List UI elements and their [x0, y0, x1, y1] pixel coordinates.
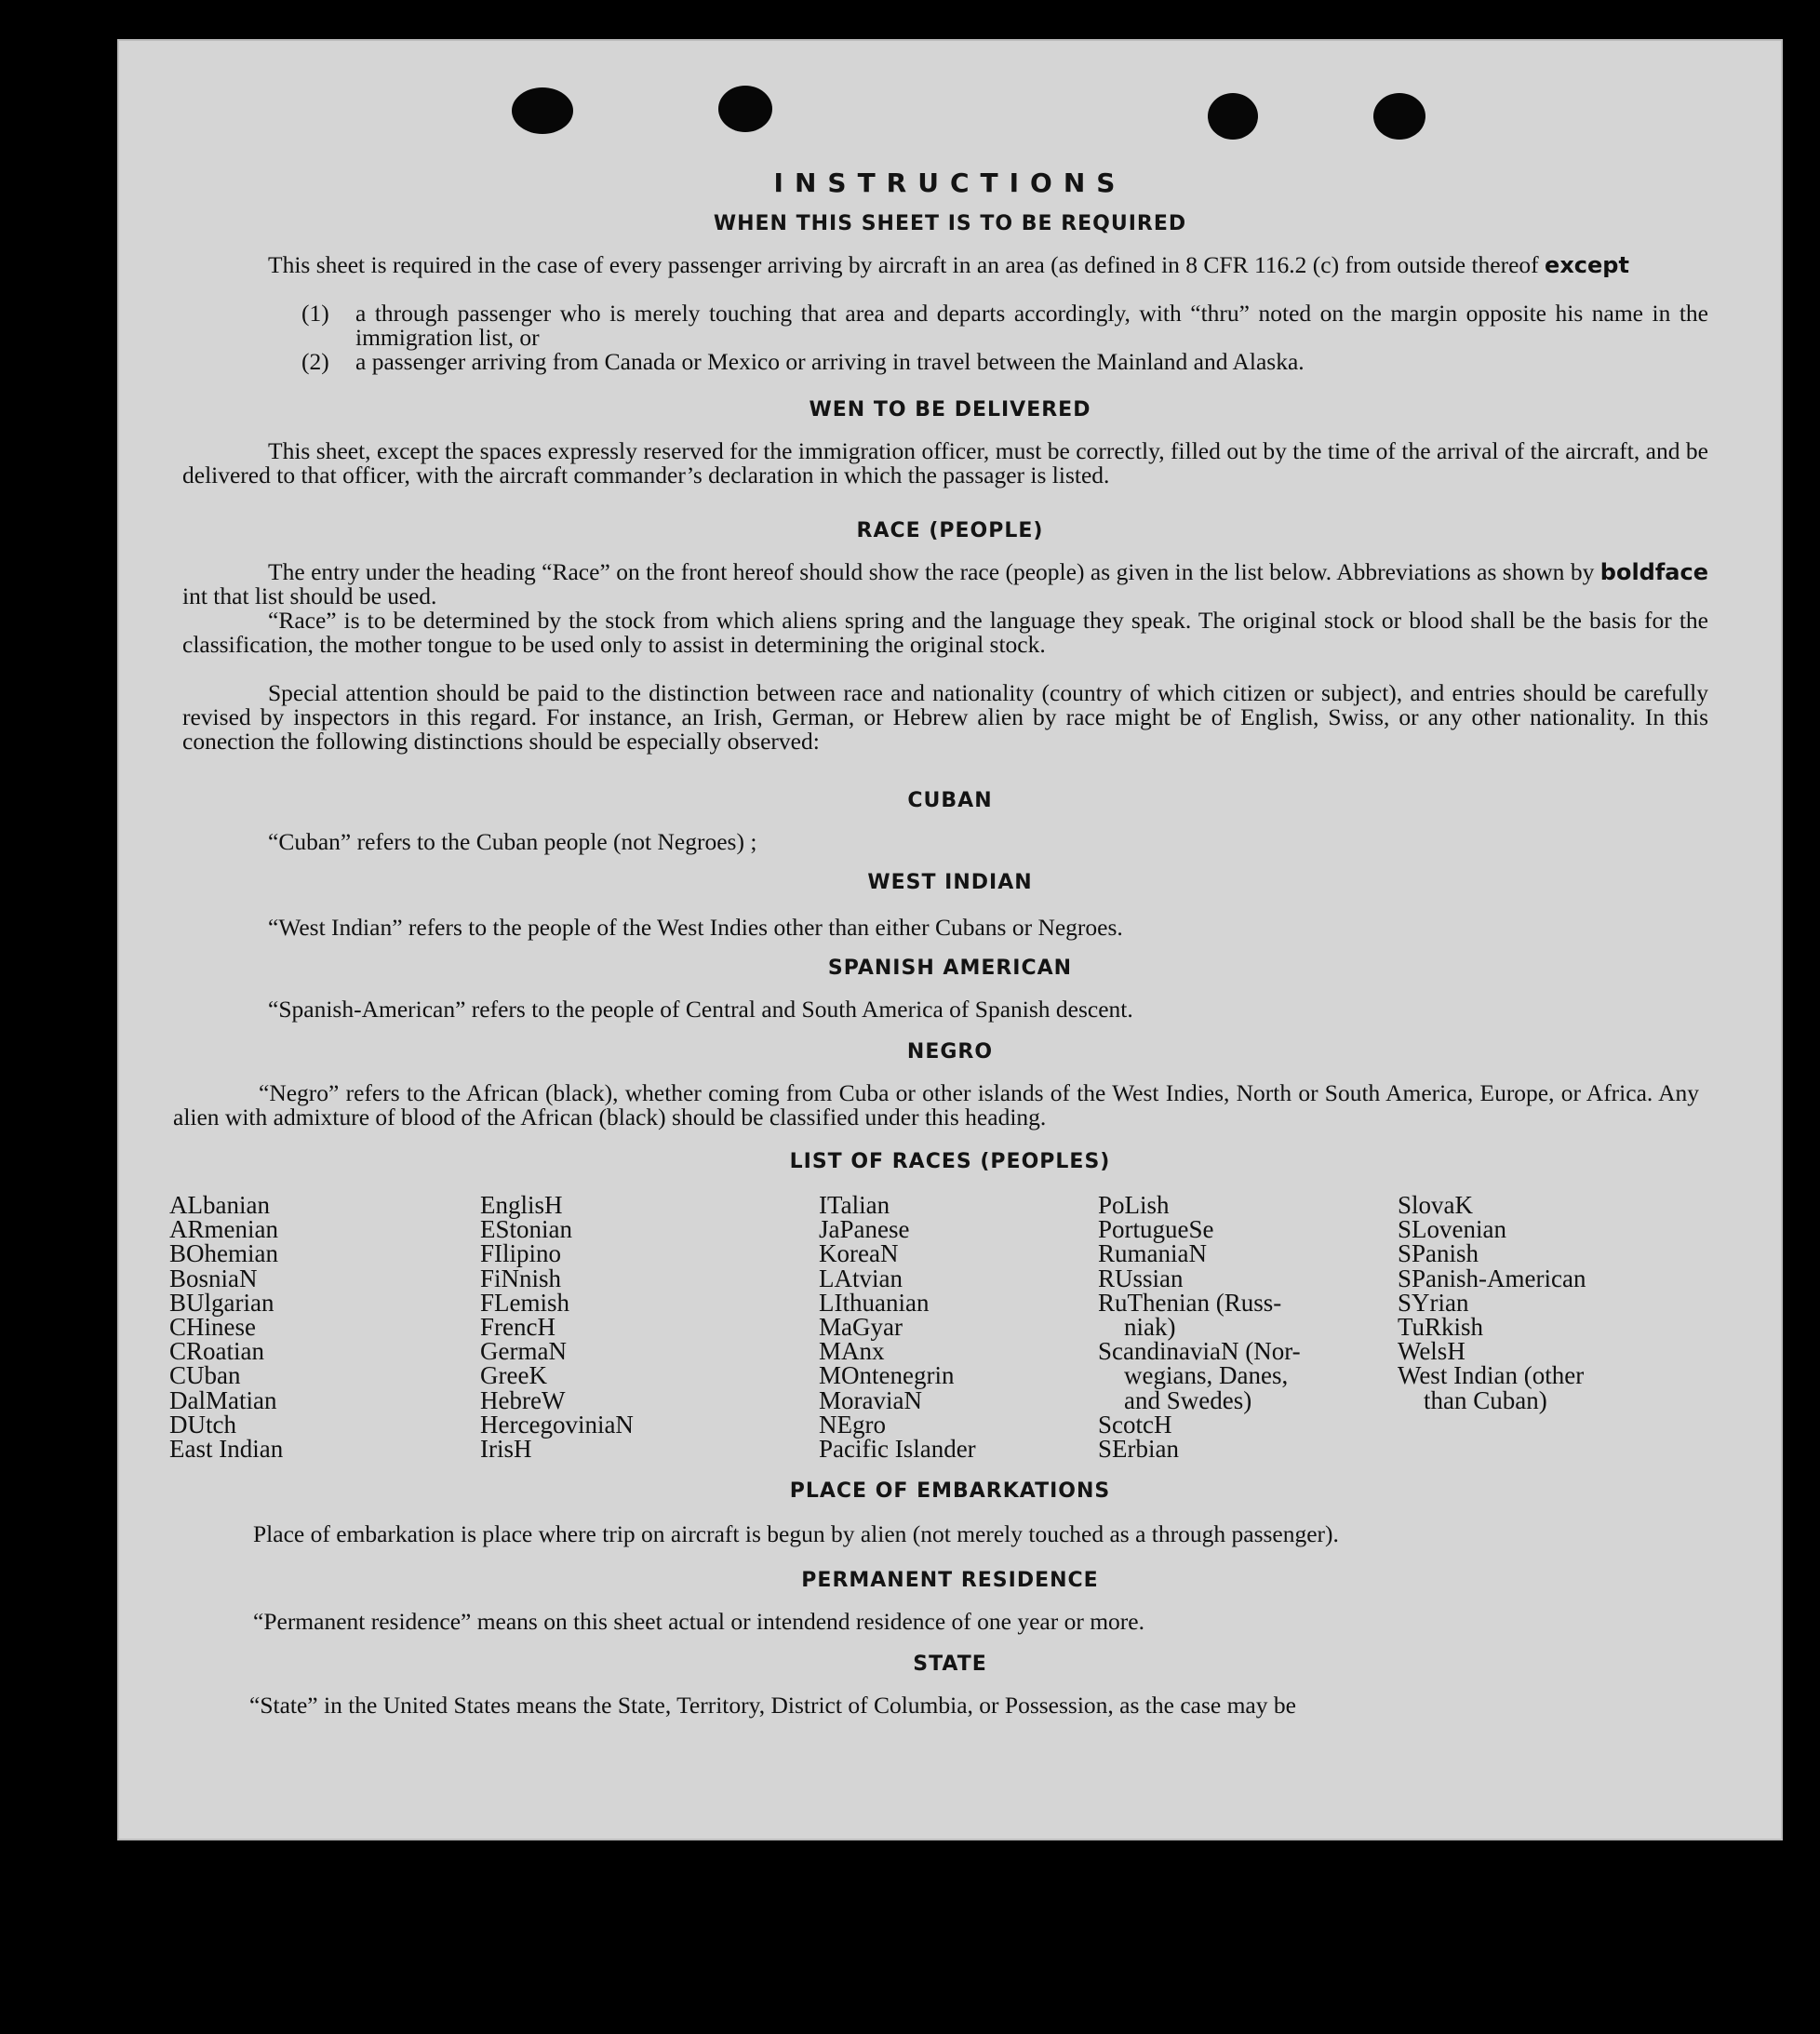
section-heading-race: RACE (PEOPLE): [856, 519, 1044, 542]
residence-text: “Permanent residence” means on this sheet actual or intendend residence of one year or more.: [253, 1608, 1144, 1635]
race-paragraph-3: Special attention should be paid to the distinction between race and nationality (country of which citizen or subject), and entries should be carefully revised by inspectors in this regard. For instance, an Irish, German, or Hebrew alien by race might be of English, Swiss, or any other nationality. In this conection the following distinctions should be especially observed:: [182, 679, 1708, 755]
section-heading-spanish-american: SPANISH AMERICAN: [827, 957, 1073, 980]
race-item: JaPanese: [819, 1215, 910, 1244]
race-item: SYrian: [1398, 1288, 1469, 1317]
race-item: SPanish: [1398, 1239, 1479, 1268]
race-item: ITalian: [819, 1191, 890, 1219]
race-item: MAnx: [819, 1337, 885, 1366]
races-column-1: [169, 1191, 284, 1464]
races-column-2: [480, 1191, 634, 1464]
race-item-continuation: wegians, Danes,: [1124, 1361, 1289, 1390]
emphasis-boldface: boldface: [1599, 559, 1708, 585]
section-heading-negro: NEGRO: [906, 1040, 994, 1064]
race-item: FiNnish: [480, 1264, 562, 1292]
required-item-2-number: (2): [301, 348, 329, 375]
race-item: LAtvian: [819, 1264, 903, 1292]
race-item: GermaN: [480, 1337, 567, 1366]
race-item: HercegoviniaN: [480, 1410, 634, 1439]
race-item: KoreaN: [819, 1239, 899, 1268]
punch-hole: [1373, 93, 1425, 140]
race-item: SErbian: [1098, 1435, 1179, 1464]
race-item: BosniaN: [169, 1264, 258, 1292]
race-item: ScandinaviaN (Nor-: [1098, 1337, 1301, 1366]
race-item: DUtch: [169, 1410, 236, 1439]
race-item: SLovenian: [1398, 1215, 1506, 1244]
race-item: East Indian: [169, 1435, 284, 1464]
race-item-continuation: than Cuban): [1424, 1385, 1547, 1414]
required-intro: This sheet is required in the case of every passenger arriving by aircraft in an area (as defined in 8 CFR 116.2 (c) from outside thereof except: [268, 251, 1629, 278]
required-item-2: a passenger arriving from Canada or Mexico or arriving in travel between the Mainland and Alaska.: [355, 348, 1305, 375]
race-item: SPanish-American: [1398, 1264, 1586, 1292]
race-item: HebreW: [480, 1385, 566, 1414]
negro-text: “Negro” refers to the African (black), whether coming from Cuba or other islands of the West Indies, North or South America, Europe, or Africa. Any alien with admixture of blood of the African (black) should be classified under this heading.: [173, 1079, 1699, 1131]
page-title: INSTRUCTIONS: [773, 167, 1127, 198]
race-item: PortugueSe: [1098, 1215, 1214, 1244]
races-column-4: [1098, 1191, 1301, 1464]
race-item: BOhemian: [169, 1239, 278, 1268]
race-item: NEgro: [819, 1410, 886, 1439]
race-item: PoLish: [1098, 1191, 1170, 1219]
race-item: CHinese: [169, 1313, 256, 1342]
spanish-american-text: “Spanish-American” refers to the people of Central and South America of Spanish descent.: [268, 996, 1133, 1023]
race-item: ScotcH: [1098, 1410, 1172, 1439]
section-heading-state: STATE: [913, 1653, 987, 1676]
race-item: IrisH: [480, 1435, 532, 1464]
races-column-3: [819, 1191, 976, 1464]
required-item-1: a through passenger who is merely touching that area and departs accordingly, with “thru” noted on the margin opposite his name in the immigration list, or: [355, 300, 1708, 351]
emphasis-except: except: [1545, 252, 1629, 278]
section-heading-required: WHEN THIS SHEET IS TO BE REQUIRED: [713, 212, 1187, 235]
embarkation-text: Place of embarkation is place where trip on aircraft is begun by alien (not merely touched as a through passenger).: [253, 1520, 1339, 1547]
race-item: FIlipino: [480, 1239, 562, 1268]
required-item-1-number: (1): [301, 300, 329, 327]
race-item: MaGyar: [819, 1313, 903, 1342]
race-item: MoraviaN: [819, 1385, 922, 1414]
race-item: EStonian: [480, 1215, 572, 1244]
punch-hole: [1208, 93, 1258, 140]
race-item: MOntenegrin: [819, 1361, 955, 1390]
section-heading-residence: PERMANENT RESIDENCE: [801, 1569, 1099, 1592]
race-item: LIthuanian: [819, 1288, 930, 1317]
punch-hole: [512, 87, 573, 134]
race-item: SlovaK: [1398, 1191, 1473, 1219]
race-item: FLemish: [480, 1288, 570, 1317]
race-item: EnglisH: [480, 1191, 563, 1219]
race-item: Pacific Islander: [819, 1435, 976, 1464]
section-heading-cuban: CUBAN: [907, 789, 993, 812]
section-heading-delivered: WEN TO BE DELIVERED: [809, 398, 1091, 422]
race-item: BUlgarian: [169, 1288, 274, 1317]
race-item: CUban: [169, 1361, 241, 1390]
document-sheet: [117, 39, 1783, 1840]
section-heading-list: LIST OF RACES (PEOPLES): [789, 1150, 1111, 1173]
race-paragraph-2: “Race” is to be determined by the stock from which aliens spring and the language they speak. The original stock or blood shall be the basis for the classification, the mother tongue to be used only to assist in determining the original stock.: [182, 607, 1708, 658]
cuban-text: “Cuban” refers to the Cuban people (not Negroes) ;: [268, 828, 757, 855]
west-indian-text: “West Indian” refers to the people of the West Indies other than either Cubans or Negroes.: [268, 914, 1123, 941]
race-item: RumaniaN: [1098, 1239, 1207, 1268]
race-item: DalMatian: [169, 1385, 277, 1414]
race-item: ARmenian: [169, 1215, 278, 1244]
race-paragraph-1: The entry under the heading “Race” on the front hereof should show the race (people) as given in the list below. Abbreviations as shown by boldface int that list should be used.: [182, 558, 1708, 609]
race-item: CRoatian: [169, 1337, 264, 1366]
race-item: WelsH: [1398, 1337, 1465, 1366]
delivered-text: This sheet, except the spaces expressly reserved for the immigration officer, must be correctly, filled out by the time of the arrival of the aircraft, and be delivered to that officer, with the aircraft commander’s declaration in which the passager is listed.: [182, 437, 1708, 488]
section-heading-embarkation: PLACE OF EMBARKATIONS: [789, 1479, 1111, 1503]
section-heading-west-indian: WEST INDIAN: [867, 871, 1033, 894]
race-item: TuRkish: [1398, 1313, 1484, 1342]
race-item: ALbanian: [169, 1191, 270, 1219]
race-item: FrencH: [480, 1313, 555, 1342]
punch-hole: [718, 86, 772, 132]
race-item: GreeK: [480, 1361, 547, 1390]
race-item: RuThenian (Russ-: [1098, 1288, 1282, 1317]
races-column-5: [1398, 1193, 1586, 1412]
race-item: RUssian: [1098, 1264, 1184, 1292]
state-text: “State” in the United States means the State, Territory, District of Columbia, or Possession, as the case may be: [249, 1692, 1296, 1719]
race-item-continuation: niak): [1124, 1313, 1176, 1342]
race-item-continuation: and Swedes): [1124, 1385, 1252, 1414]
race-item: West Indian (other: [1398, 1361, 1585, 1390]
